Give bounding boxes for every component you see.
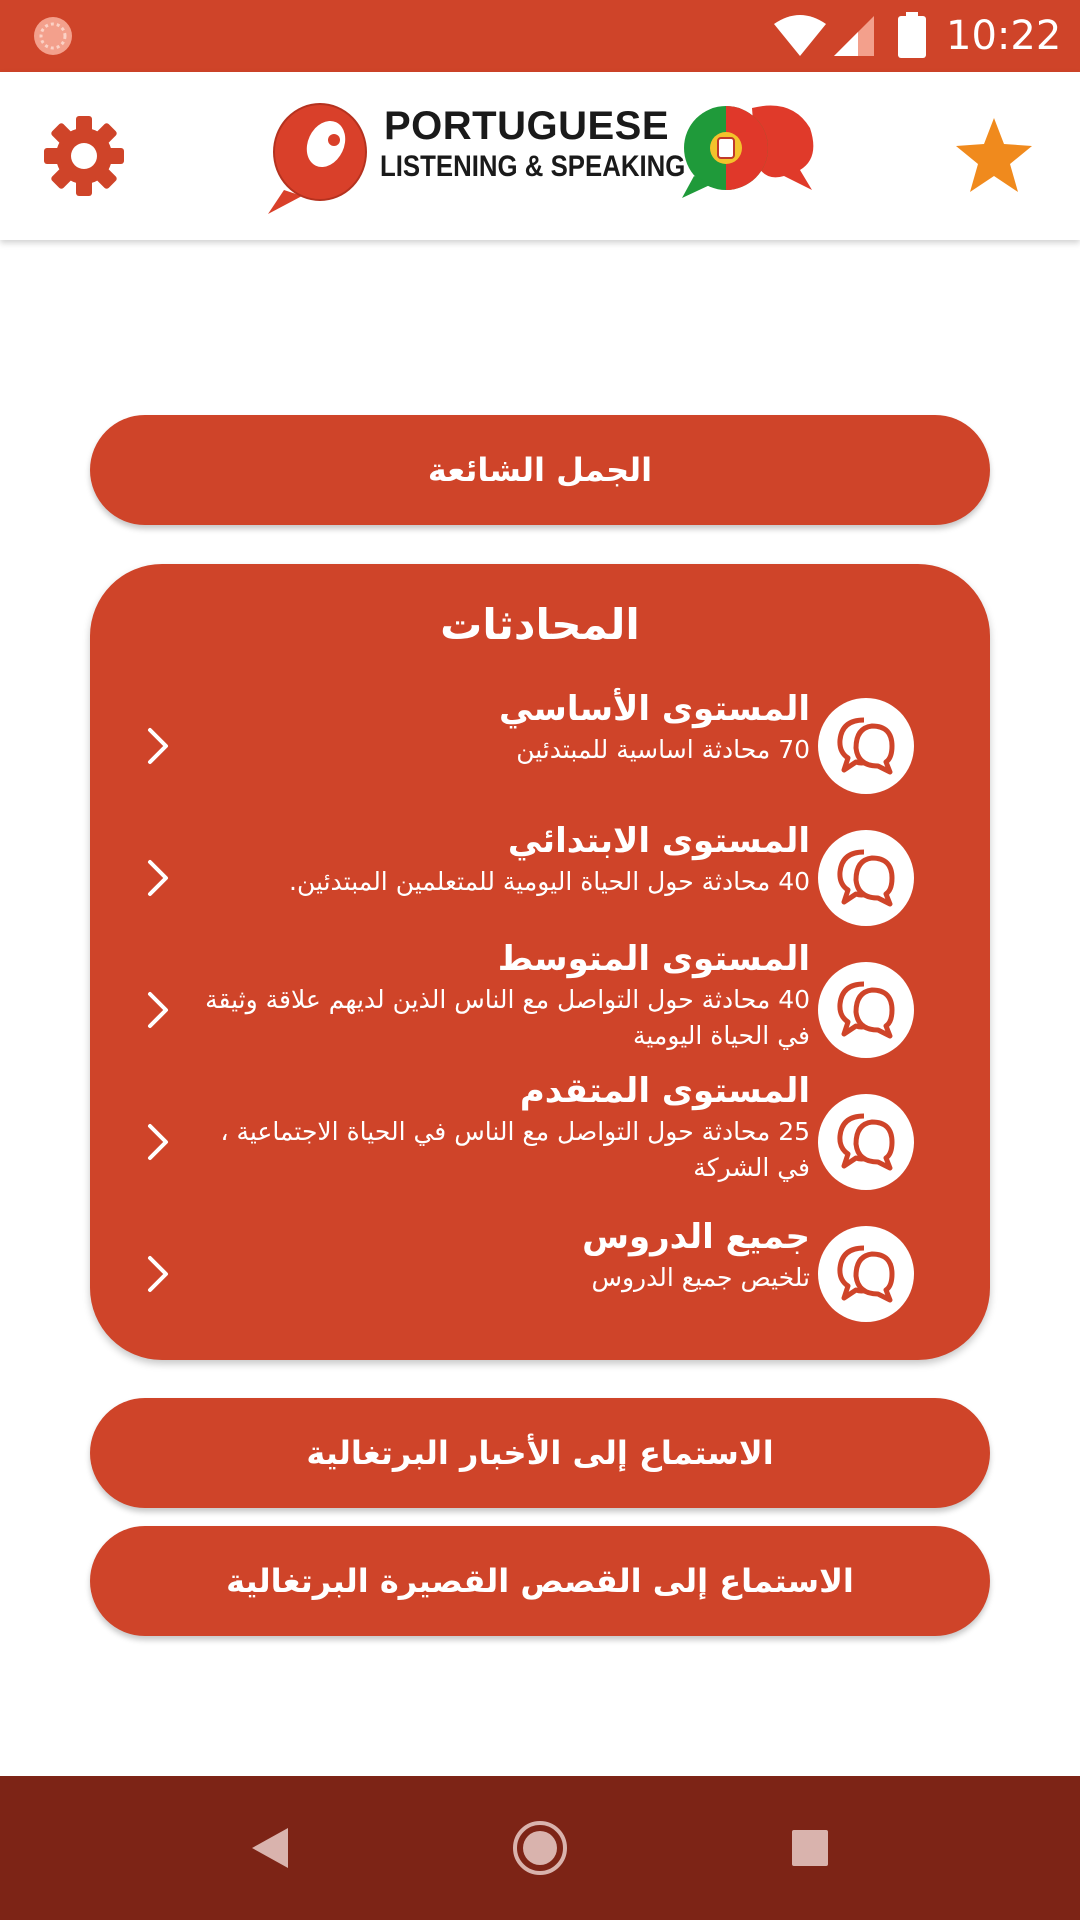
logo-title: PORTUGUESE	[384, 104, 670, 148]
chat-bubble-icon	[818, 830, 914, 926]
level-item-basic[interactable]	[90, 686, 990, 806]
listen-news-label: الاستماع إلى الأخبار البرتغالية	[306, 1434, 774, 1472]
listen-news-button[interactable]	[90, 1398, 990, 1508]
chevron-right-icon	[146, 858, 170, 898]
app-bar	[0, 72, 1080, 240]
level-description: تلخيص جميع الدروس	[591, 1263, 810, 1292]
chat-bubble-icon	[818, 962, 914, 1058]
level-item-all-lessons[interactable]	[90, 1214, 990, 1334]
app-notification-icon	[32, 15, 74, 57]
level-item-advanced[interactable]	[90, 1071, 990, 1202]
signal-icon	[832, 14, 876, 58]
recents-icon[interactable]	[790, 1828, 830, 1868]
logo-mascot-icon	[262, 90, 382, 220]
back-icon[interactable]	[250, 1826, 290, 1870]
star-icon[interactable]	[952, 114, 1036, 198]
level-item-intermediate[interactable]	[90, 939, 990, 1070]
chat-bubble-icon	[818, 1094, 914, 1190]
status-time: 10:22	[946, 13, 1062, 59]
chevron-right-icon	[146, 1122, 170, 1162]
listen-stories-button[interactable]	[90, 1526, 990, 1636]
portugal-flag-bubble-icon	[672, 98, 822, 208]
level-name: المستوى الأساسي	[498, 689, 810, 729]
chevron-right-icon	[146, 1254, 170, 1294]
conversations-title: المحادثات	[440, 600, 640, 649]
chat-bubble-icon	[818, 698, 914, 794]
status-bar	[0, 0, 1080, 72]
level-description: 40 محادثة حول التواصل مع الناس الذين لديهم علاقة وثيقة في الحياة اليومية	[205, 985, 810, 1050]
wifi-icon	[772, 14, 828, 58]
level-item-elementary[interactable]	[90, 818, 990, 938]
level-name: المستوى المتوسط	[497, 939, 810, 979]
logo-subtitle: LISTENING & SPEAKING	[380, 150, 686, 183]
level-name: جميع الدروس	[582, 1217, 810, 1257]
common-phrases-label: الجمل الشائعة	[427, 451, 653, 489]
level-description: 40 محادثة حول الحياة اليومية للمتعلمين المبتدئين.	[289, 867, 810, 896]
level-description: 70 محادثة اساسية للمبتدئين	[516, 735, 810, 764]
level-name: المستوى الابتدائي	[507, 821, 810, 861]
conversations-card	[90, 564, 990, 1360]
common-phrases-button[interactable]	[90, 415, 990, 525]
battery-icon	[898, 12, 926, 58]
app-logo	[262, 90, 822, 220]
listen-stories-label: الاستماع إلى القصص القصيرة البرتغالية	[226, 1562, 854, 1600]
system-nav-bar	[0, 1776, 1080, 1920]
chat-bubble-icon	[818, 1226, 914, 1322]
chevron-right-icon	[146, 726, 170, 766]
home-icon[interactable]	[512, 1820, 568, 1876]
level-description: 25 محادثة حول التواصل مع الناس في الحياة الاجتماعية ، في الشركة	[220, 1117, 810, 1182]
level-name: المستوى المتقدم	[519, 1071, 810, 1111]
settings-icon[interactable]	[42, 114, 126, 198]
chevron-right-icon	[146, 990, 170, 1030]
